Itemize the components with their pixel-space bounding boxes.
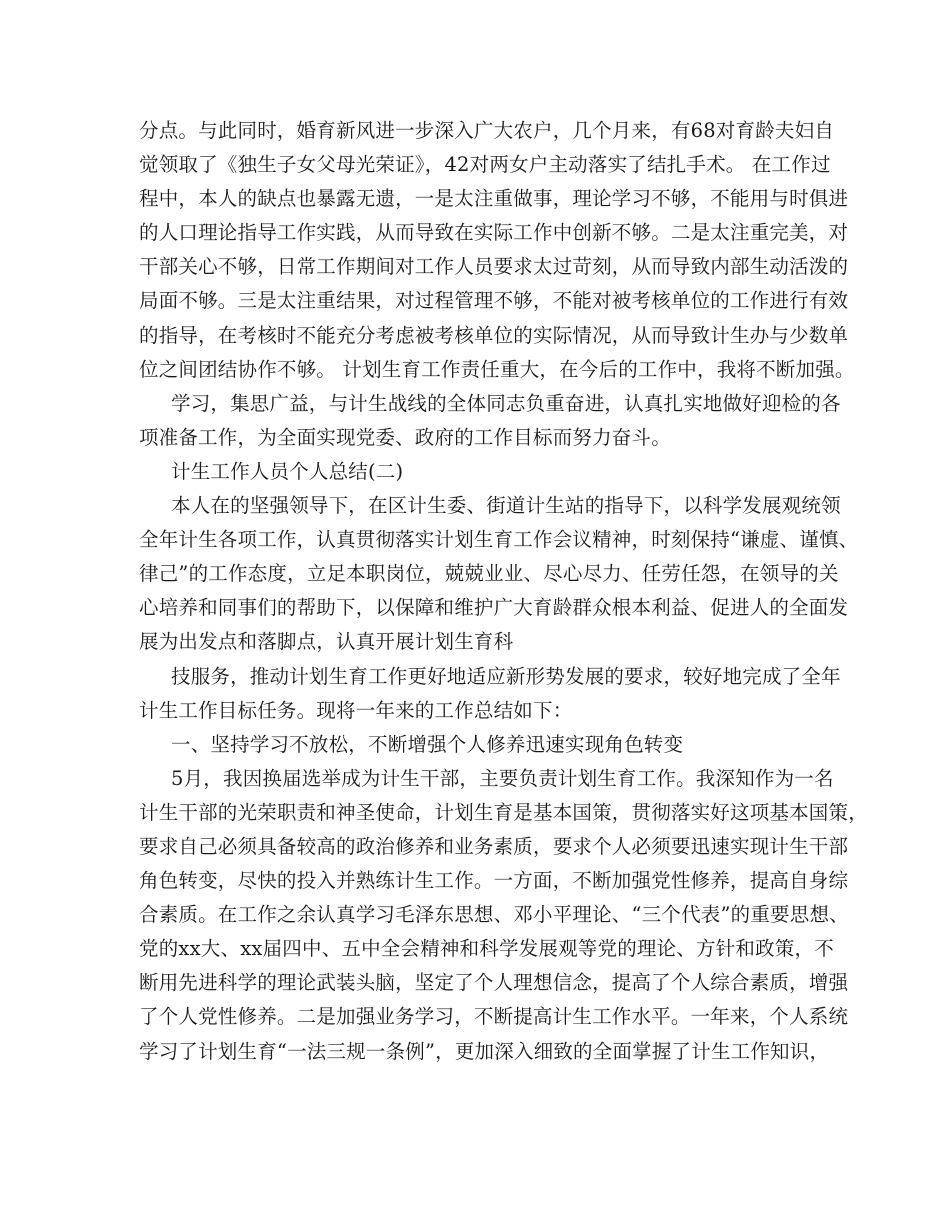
- text-line: 一、坚持学习不放松，不断增强个人修养迅速实现角色转变: [171, 732, 684, 756]
- text-line: 的人口理论指导工作实践，从而导致在实际工作中创新不够。二是太注重完美，对: [139, 221, 849, 245]
- text-line: 干部关心不够，日常工作期间对工作人员要求太过苛刻，从而导致内部生动活泼的: [139, 255, 849, 279]
- text-line: 程中，本人的缺点也暴露无遗，一是太注重做事，理论学习不够，不能用与时俱进: [139, 187, 849, 211]
- document-body: [139, 114, 868, 1069]
- text-line: 分点。与此同时，婚育新风进一步深入广大农户，几个月来，有68对育龄夫妇自: [139, 119, 835, 142]
- text-line: 觉领取了《独生子女父母光荣证》，42对两女户主动落实了结扎手术。 在工作过: [139, 153, 831, 177]
- text-line: 断用先进科学的理论武装头脑，坚定了个人理想信念，提高了个人综合素质，增强: [139, 971, 849, 995]
- text-line: 计生工作人员个人总结(二): [171, 459, 404, 483]
- text-line: 局面不够。三是太注重结果，对过程管理不够，不能对被考核单位的工作进行有效: [139, 289, 849, 313]
- text-line: 角色转变，尽快的投入并熟练计生工作。一方面，不断加强党性修养，提高自身综: [139, 869, 849, 893]
- text-line: 合素质。在工作之余认真学习毛泽东思想、邓小平理论、“三个代表”的重要思想、: [139, 903, 849, 927]
- text-line: 学习了计划生育“一法三规一条例”，更加深入细致的全面掌握了计生工作知识，: [139, 1039, 830, 1063]
- text-line: 的指导，在考核时不能充分考虑被考核单位的实际情况，从而导致计生办与少数单: [139, 323, 849, 347]
- document-page: [139, 114, 868, 1069]
- text-line: 本人在的坚强领导下，在区计生委、街道计生站的指导下，以科学发展观统领: [171, 494, 841, 518]
- text-line: 心培养和同事们的帮助下，以保障和维护广大育龄群众根本利益、促进人的全面发: [139, 596, 849, 620]
- text-line: 5月，我因换届选举成为计生干部，主要负责计划生育工作。我深知作为一名: [171, 766, 834, 790]
- text-line: 要求自己必须具备较高的政治修养和业务素质，要求个人必须要迅速实现计生干部: [139, 834, 849, 858]
- text-line: 展为出发点和落脚点，认真开展计划生育科: [139, 630, 514, 654]
- text-line: 全年计生各项工作，认真贯彻落实计划生育工作会议精神，时刻保持“谦虚、谨慎、: [139, 528, 859, 552]
- text-line: 计生干部的光荣职责和神圣使命，计划生育是基本国策，贯彻落实好这项基本国策，: [139, 800, 868, 824]
- text-line: 技服务，推动计划生育工作更好地适应新形势发展的要求，较好地完成了全年: [171, 664, 841, 688]
- text-line: 党的xx大、xx届四中、五中全会精神和科学发展观等党的理论、方针和政策，不: [139, 937, 834, 961]
- text-line: 位之间团结协作不够。 计划生育工作责任重大，在今后的工作中，我将不断加强。: [139, 357, 855, 381]
- text-line: 项准备工作，为全面实现党委、政府的工作目标而努力奋斗。: [139, 425, 671, 449]
- text-line: 计生工作目标任务。现将一年来的工作总结如下：: [139, 698, 573, 722]
- text-line: 律己”的工作态度，立足本职岗位，兢兢业业、尽心尽力、任劳任怨，在领导的关: [139, 562, 839, 586]
- text-line: 了个人党性修养。二是加强业务学习，不断提高计生工作水平。一年来，个人系统: [139, 1005, 849, 1029]
- text-line: 学习，集思广益，与计生战线的全体同志负重奋进，认真扎实地做好迎检的各: [171, 391, 841, 415]
